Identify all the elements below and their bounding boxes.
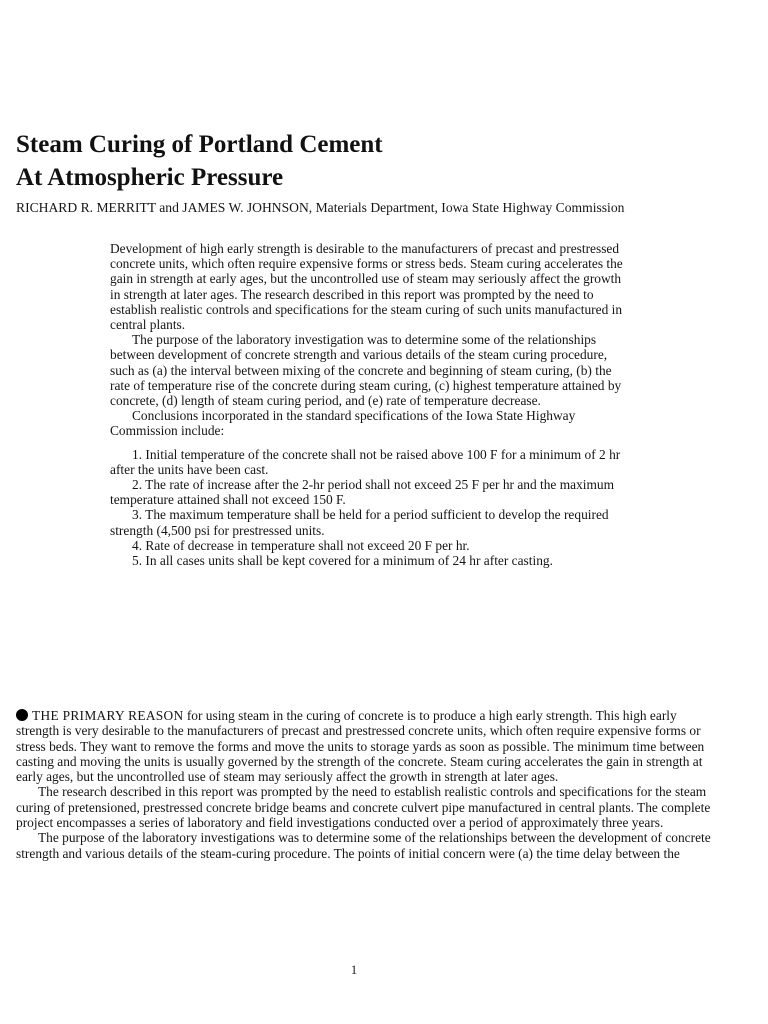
article-title-line-1: Steam Curing of Portland Cement — [16, 131, 383, 158]
lead-in-text: THE PRIMARY REASON — [32, 708, 184, 723]
conclusion-item-1: 1. Initial temperature of the concrete shall not be raised above 100 F for a minimum of 2 hr after the units have been cast. — [110, 446, 621, 477]
body-paragraph-1 — [16, 708, 716, 784]
abstract-paragraph-2: The purpose of the laboratory investigation was to determine some of the relationships between development of concrete strength and various details of the steam curing procedure, such as (a) the interval between mixing of the concrete and beginning of steam curing, (b) the rate of temperature rise of the concrete during steam curing, (c) highest temperature attained by concrete, (d) length of steam curing period, and (e) rate of temperature decrease. — [110, 332, 622, 409]
conclusion-item-5: 5. In all cases units shall be kept covered for a minimum of 24 hr after casting. — [132, 553, 553, 569]
bullet-icon — [16, 709, 28, 721]
author-affiliation: RICHARD R. MERRITT and JAMES W. JOHNSON, Materials Department, Iowa State Highway Commission — [16, 200, 625, 215]
conclusion-item-4: 4. Rate of decrease in temperature shall not exceed 20 F per hr. — [132, 537, 470, 553]
article-title-line-2: At Atmospheric Pressure — [16, 164, 284, 191]
article-title — [16, 128, 383, 194]
body-text — [16, 708, 716, 861]
page-number: 1 — [350, 962, 358, 977]
abstract-paragraph-1: Development of high early strength is desirable to the manufacturers of precast and prestressed concrete units, which often require expensive forms or stress beds. Steam curing accelerates the gain in strength at early ages, but the uncontrolled use of steam may seriously affect the growth in strength at later ages. The research described in this report was prompted by the need to establish realistic controls and specifications for the steam curing of such units manufactured in central plants. — [110, 241, 623, 333]
conclusions-list — [110, 447, 630, 569]
body-paragraph-3: The purpose of the laboratory investigations was to determine some of the relationships between the development of concrete strength and various details of the steam-curing procedure. The points of initial concern were (a) the time delay between the — [16, 830, 711, 861]
conclusion-item-2: 2. The rate of increase after the 2-hr period shall not exceed 25 F per hr and the maximum temperature attained shall not exceed 150 F. — [110, 477, 615, 508]
body-paragraph-1-text: for using steam in the curing of concrete is to produce a high early strength. This high early strength is very desirable to the manufacturers of precast and prestressed concrete units, which often require expensive forms or stress beds. They want to remove the forms and move the units to storage yards as soon as possible. The minimum time between casting and moving the units is usually governed by the strength of the concrete. Steam curing accelerates the gain in strength at early ages, but the uncontrolled use of steam may seriously affect the growth in strength at later ages. — [16, 708, 705, 785]
conclusion-item-3: 3. The maximum temperature shall be held for a period sufficient to develop the required strength (4,500 psi for prestressed units. — [110, 507, 609, 538]
abstract-block — [110, 241, 630, 568]
body-paragraph-2: The research described in this report was prompted by the need to establish realistic controls and specifications for the steam curing of pretensioned, prestressed concrete bridge beams and concrete culvert pipe manufactured in central plants. The complete project encompasses a series of laboratory and field investigations conducted over a period of approximately three years. — [16, 784, 711, 831]
abstract-paragraph-3: Conclusions incorporated in the standard specifications of the Iowa State Highway Commission include: — [110, 408, 576, 439]
